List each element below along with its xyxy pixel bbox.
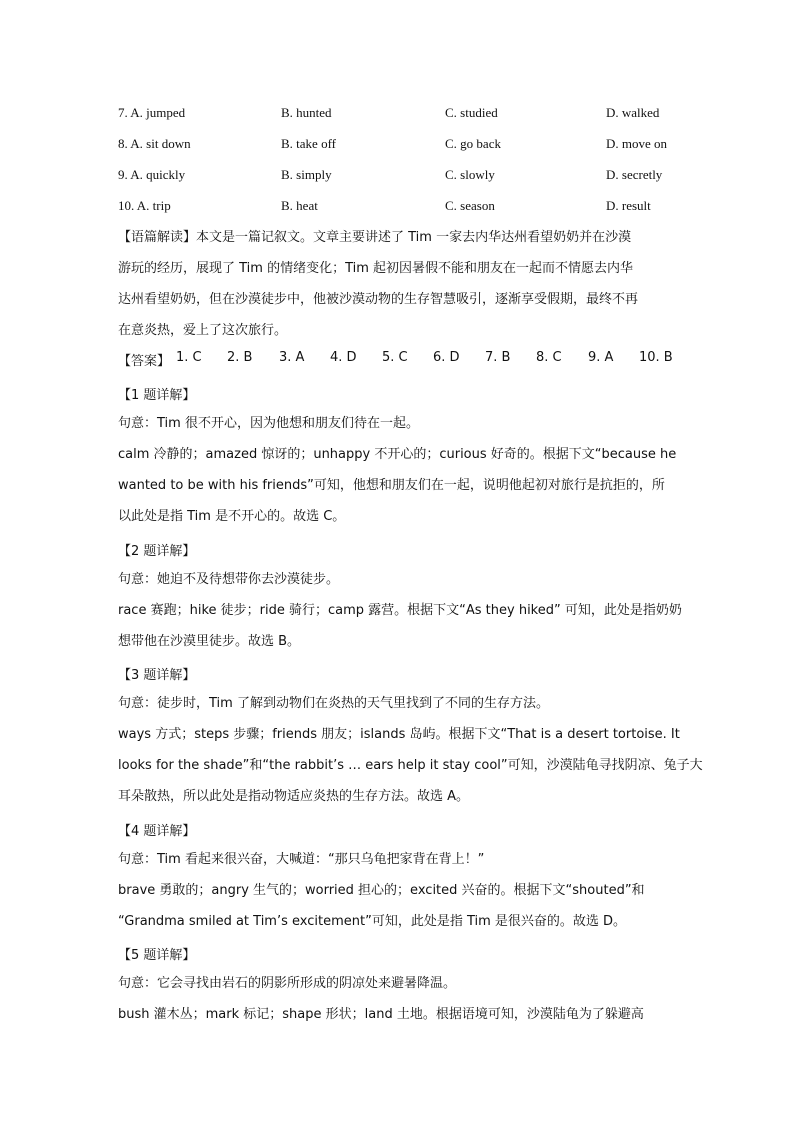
answer-item: 6. D: [433, 350, 460, 365]
option-a: 7. A. jumped: [118, 105, 186, 120]
paragraph-line: 达州看望奶奶，但在沙漠徒步中，他被沙漠动物的生存智慧吸引，逐渐享受假期，最终不再: [118, 292, 639, 307]
paragraph-line: 游玩的经历，展现了 Tim 的情绪变化；Tim 起初因暑假不能和朋友在一起而不情愿去内华: [118, 261, 634, 276]
detail-body: [118, 844, 678, 937]
option-b: B. take off: [281, 136, 336, 151]
detail-line: 句意：Tim 很不开心，因为他想和朋友们待在一起。: [118, 416, 419, 431]
option-a: 8. A. sit down: [118, 136, 191, 151]
answer-item: 1. C: [176, 350, 202, 365]
option-row: [118, 105, 688, 129]
detail-line: 句意：它会寻找由岩石的阴影所形成的阴凉处来避暑降温。: [118, 976, 457, 991]
detail-line: 句意：她迫不及待想带你去沙漠徒步。: [118, 572, 340, 587]
option-a: 10. A. trip: [118, 198, 171, 213]
detail-line: calm 冷静的；amazed 惊讶的；unhappy 不开心的；curious 好奇的。根据下文“because he: [118, 447, 677, 462]
detail-heading: 【2 题详解】: [118, 544, 196, 559]
option-b: B. hunted: [281, 105, 332, 120]
detail-heading: 【3 题详解】: [118, 668, 196, 683]
detail-line: brave 勇敢的；angry 生气的；worried 担心的；excited 兴奋的。根据下文“shouted”和: [118, 883, 645, 898]
answer-item: 10. B: [639, 350, 673, 365]
paragraph-line: 【语篇解读】本文是一篇记叙文。文章主要讲述了 Tim 一家去内华达州看望奶奶并在沙漠: [118, 230, 632, 245]
detail-line: wanted to be with his friends”可知，他想和朋友们在一起，说明他起初对旅行是抗拒的，所: [118, 478, 665, 493]
detail-line: “Grandma smiled at Tim’s excitement”可知，此处是指 Tim 是很兴奋的。故选 D。: [118, 914, 627, 929]
option-b: B. simply: [281, 167, 332, 182]
detail-line: ways 方式；steps 步骤；friends 朋友；islands 岛屿。根据下文“That is a desert tortoise. It: [118, 727, 680, 742]
detail-heading: 【1 题详解】: [118, 388, 196, 403]
option-a: 9. A. quickly: [118, 167, 186, 182]
answer-item: 9. A: [588, 350, 614, 365]
option-d: D. result: [606, 198, 651, 213]
detail-line: 句意：Tim 看起来很兴奋，大喊道：“那只乌龟把家背在背上！”: [118, 852, 485, 867]
option-c: C. slowly: [445, 167, 495, 182]
answer-item: 2. B: [227, 350, 253, 365]
option-row: [118, 136, 688, 160]
answer-item: 8. C: [536, 350, 562, 365]
detail-body: [118, 688, 703, 812]
option-c: C. studied: [445, 105, 498, 120]
detail-heading: 【4 题详解】: [118, 824, 196, 839]
detail-line: 想带他在沙漠里徒步。故选 B。: [118, 634, 301, 649]
option-c: C. season: [445, 198, 495, 213]
answer-label: 【答案】: [118, 354, 171, 369]
answer-item: 4. D: [330, 350, 357, 365]
option-d: D. move on: [606, 136, 668, 151]
detail-line: 以此处是指 Tim 是不开心的。故选 C。: [118, 509, 346, 524]
option-c: C. go back: [445, 136, 501, 151]
option-b: B. heat: [281, 198, 318, 213]
detail-line: 耳朵散热，所以此处是指动物适应炎热的生存方法。故选 A。: [118, 789, 470, 804]
answer-item: 7. B: [485, 350, 511, 365]
option-row: [118, 167, 688, 191]
option-d: D. secretly: [606, 167, 663, 182]
answer-key: [118, 350, 678, 374]
analysis-paragraph: [118, 222, 678, 346]
detail-line: bush 灌木丛；mark 标记；shape 形状；land 土地。根据语境可知，沙漠陆龟为了躲避高: [118, 1007, 644, 1022]
answer-item: 3. A: [279, 350, 305, 365]
detail-line: race 赛跑；hike 徒步；ride 骑行；camp 露营。根据下文“As they hiked” 可知，此处是指奶奶: [118, 603, 682, 618]
detail-heading: 【5 题详解】: [118, 948, 196, 963]
detail-body: [118, 564, 682, 657]
answer-item: 5. C: [382, 350, 408, 365]
option-d: D. walked: [606, 105, 660, 120]
detail-line: looks for the shade”和“the rabbit’s … ears help it stay cool”可知，沙漠陆龟寻找阴凉、兔子大: [118, 758, 703, 773]
paragraph-line: 在意炎热，爱上了这次旅行。: [118, 323, 288, 338]
detail-line: 句意：徒步时，Tim 了解到动物们在炎热的天气里找到了不同的生存方法。: [118, 696, 549, 711]
detail-body: [118, 968, 678, 1030]
detail-body: [118, 408, 678, 532]
option-row: [118, 198, 688, 222]
